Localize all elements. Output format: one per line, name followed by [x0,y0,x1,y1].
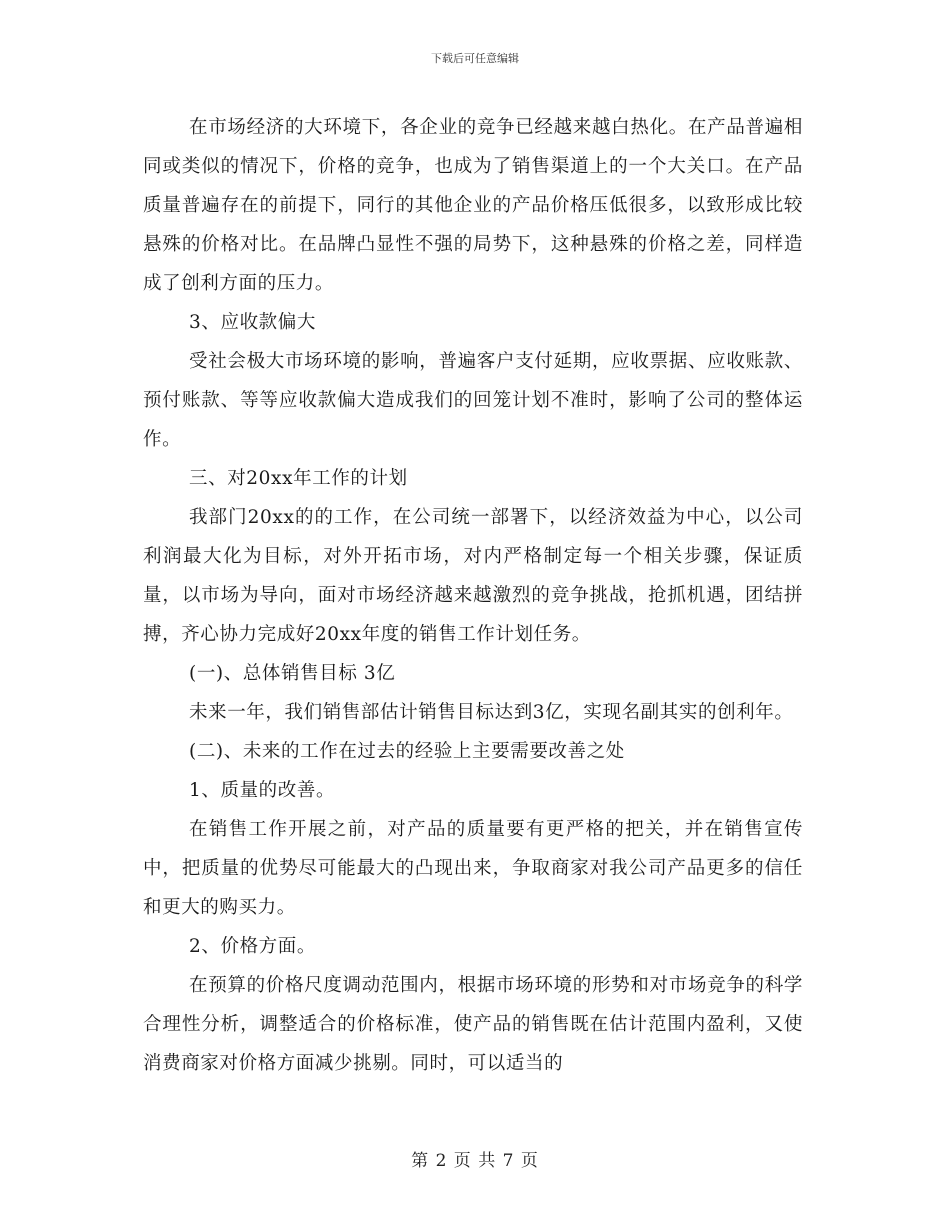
paragraph-receivables: 受社会极大市场环境的影响，普遍客户支付延期，应收票据、应收账款、预付账款、等等应收款偏大造成我们的回笼计划不准时，影响了公司的整体运作。 [143,351,803,450]
heading-sales-target: (一)、总体销售目标 3亿 [189,663,396,684]
heading-price: 2、价格方面。 [189,936,316,957]
heading-improvements: (二)、未来的工作在过去的经验上主要需要改善之处 [189,741,625,762]
paragraph-price-competition: 在市场经济的大环境下，各企业的竞争已经越来越白热化。在产品普遍相同或类似的情况下，价格的竞争，也成为了销售渠道上的一个大关口。在产品质量普遍存在的前提下，同行的其他企业的产品价格压低很多，以致形成比较悬殊的价格对比。在品牌凸显性不强的局势下，这种悬殊的价格之差，同样造成了创利方面的压力。 [143,117,803,294]
page-number: 第 2 页 共 7 页 [411,1151,539,1171]
paragraph-quality: 在销售工作开展之前，对产品的质量要有更严格的把关，并在销售宣传中，把质量的优势尽可能最大的凸现出来，争取商家对我公司产品更多的信任和更大的购买力。 [143,819,803,918]
paragraph-price: 在预算的价格尺度调动范围内，根据市场环境的形势和对市场竞争的科学合理性分析，调整适合的价格标准，使产品的销售既在估计范围内盈利，又使消费商家对价格方面减少挑剔。同时，可以适当的 [143,975,803,1074]
heading-quality: 1、质量的改善。 [189,780,336,801]
page-header: 下载后可任意编辑 [431,52,519,65]
heading-receivables: 3、应收款偏大 [189,312,316,333]
heading-work-plan: 三、对20xx年工作的计划 [189,468,408,489]
paragraph-work-plan: 我部门20xx的的工作，在公司统一部署下，以经济效益为中心，以公司利润最大化为目标，对外开拓市场，对内严格制定每一个相关步骤，保证质量，以市场为导向，面对市场经济越来越激烈的竞争挑战，抢抓机遇，团结拼搏，齐心协力完成好20xx年度的销售工作计划任务。 [143,507,803,645]
paragraph-sales-target: 未来一年，我们销售部估计销售目标达到3亿，实现名副其实的创利年。 [189,702,794,723]
document-body [143,108,803,1083]
